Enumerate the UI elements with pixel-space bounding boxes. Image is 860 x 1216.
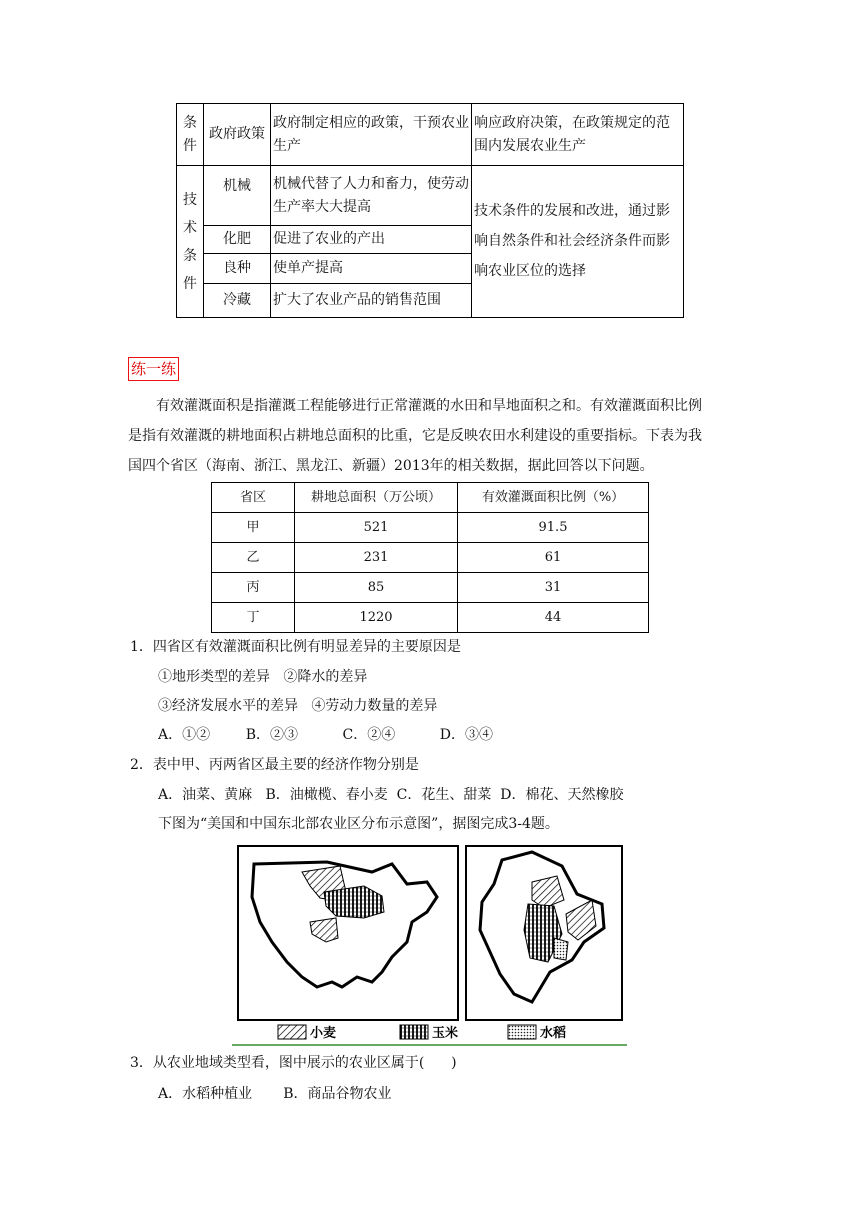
question-2-stem: 2．表中甲、丙两省区最主要的经济作物分别是 <box>130 757 419 773</box>
table-cell: 乙 <box>212 543 295 573</box>
legend-wheat-label: 小麦 <box>310 1025 337 1040</box>
question-3-choices: A．水稻种植业 B．商品谷物农业 <box>158 1086 392 1102</box>
legend-rice-swatch <box>508 1025 536 1039</box>
map-intro: 下图为“美国和中国东北部农业区分布示意图”，据图完成3-4题。 <box>158 816 559 832</box>
effect-cell: 促进了农业的产出 <box>271 226 472 254</box>
question-1-options-b: ③经济发展水平的差异 ④劳动力数量的差异 <box>158 698 438 714</box>
table-cell: 61 <box>458 543 649 573</box>
question-1-options-a: ①地形类型的差异 ②降水的差异 <box>158 669 368 685</box>
legend-rice-label: 水稻 <box>540 1025 567 1040</box>
factor-cell: 冷藏 <box>204 284 271 318</box>
table-row <box>212 603 649 633</box>
factor-cell: 化肥 <box>204 226 271 254</box>
table-cell: 31 <box>458 573 649 603</box>
table-row <box>177 104 684 166</box>
question-1-stem: 1．四省区有效灌溉面积比例有明显差异的主要原因是 <box>130 639 461 655</box>
table-cell: 丙 <box>212 573 295 603</box>
question-3-stem: 3．从农业地域类型看，图中展示的农业区属于( ) <box>130 1055 457 1071</box>
table-row <box>212 573 649 603</box>
legend-wheat-swatch <box>278 1025 306 1039</box>
intro-paragraph: 有效灌溉面积是指灌溉工程能够进行正常灌溉的水田和旱地面积之和。有效灌溉面积比例是指有效灌溉的耕地面积占耕地总面积的比重，它是反映农田水利建设的重要指标。下表为我国四个省区（海南、浙江、黑龙江、新疆）2013年的相关数据，据此回答以下问题。 <box>128 398 702 474</box>
factor-cell: 机械 <box>204 166 271 226</box>
china-rice <box>554 938 568 960</box>
table-cell: 甲 <box>212 513 295 543</box>
table-cell: 231 <box>295 543 458 573</box>
section-tag: 练一练 <box>128 357 179 381</box>
impact-cell: 响应政府决策，在政策规定的范围内发展农业生产 <box>472 104 684 166</box>
table-cell: 91.5 <box>458 513 649 543</box>
factor-cell: 政府政策 <box>204 104 271 166</box>
agri-region-map <box>232 842 627 1046</box>
header-cell: 有效灌溉面积比例（%） <box>458 483 649 513</box>
table-cell: 521 <box>295 513 458 543</box>
effect-cell: 使单产提高 <box>271 254 472 284</box>
table-row <box>212 543 649 573</box>
question-1-choices: A．①② B．②③ C．②④ D．③④ <box>158 727 493 743</box>
category-cell <box>177 166 204 318</box>
agri-conditions-table <box>176 103 684 318</box>
effect-cell: 政府制定相应的政策，干预农业生产 <box>271 104 472 166</box>
header-cell: 省区 <box>212 483 295 513</box>
table-header-row <box>212 483 649 513</box>
category-cell <box>177 104 204 166</box>
category-label: 技术条件 <box>183 191 197 292</box>
category-label: 条件 <box>183 114 197 154</box>
table-row <box>177 166 684 226</box>
irrigation-table <box>211 482 649 633</box>
effect-cell: 机械代替了人力和畜力，使劳动生产率大大提高 <box>271 166 472 226</box>
table-cell: 44 <box>458 603 649 633</box>
legend-corn-swatch <box>400 1025 428 1039</box>
impact-cell: 技术条件的发展和改进，通过影响自然条件和社会经济条件而影响农业区位的选择 <box>472 166 684 318</box>
effect-cell: 扩大了农业产品的销售范围 <box>271 284 472 318</box>
header-cell: 耕地总面积（万公顷） <box>295 483 458 513</box>
table-row <box>212 513 649 543</box>
table-cell: 丁 <box>212 603 295 633</box>
question-2-choices: A．油菜、黄麻 B．油橄榄、春小麦 C．花生、甜菜 D．棉花、天然橡胶 <box>158 787 624 803</box>
table-cell: 1220 <box>295 603 458 633</box>
table-cell: 85 <box>295 573 458 603</box>
factor-cell: 良种 <box>204 254 271 284</box>
legend-corn-label: 玉米 <box>432 1025 459 1040</box>
